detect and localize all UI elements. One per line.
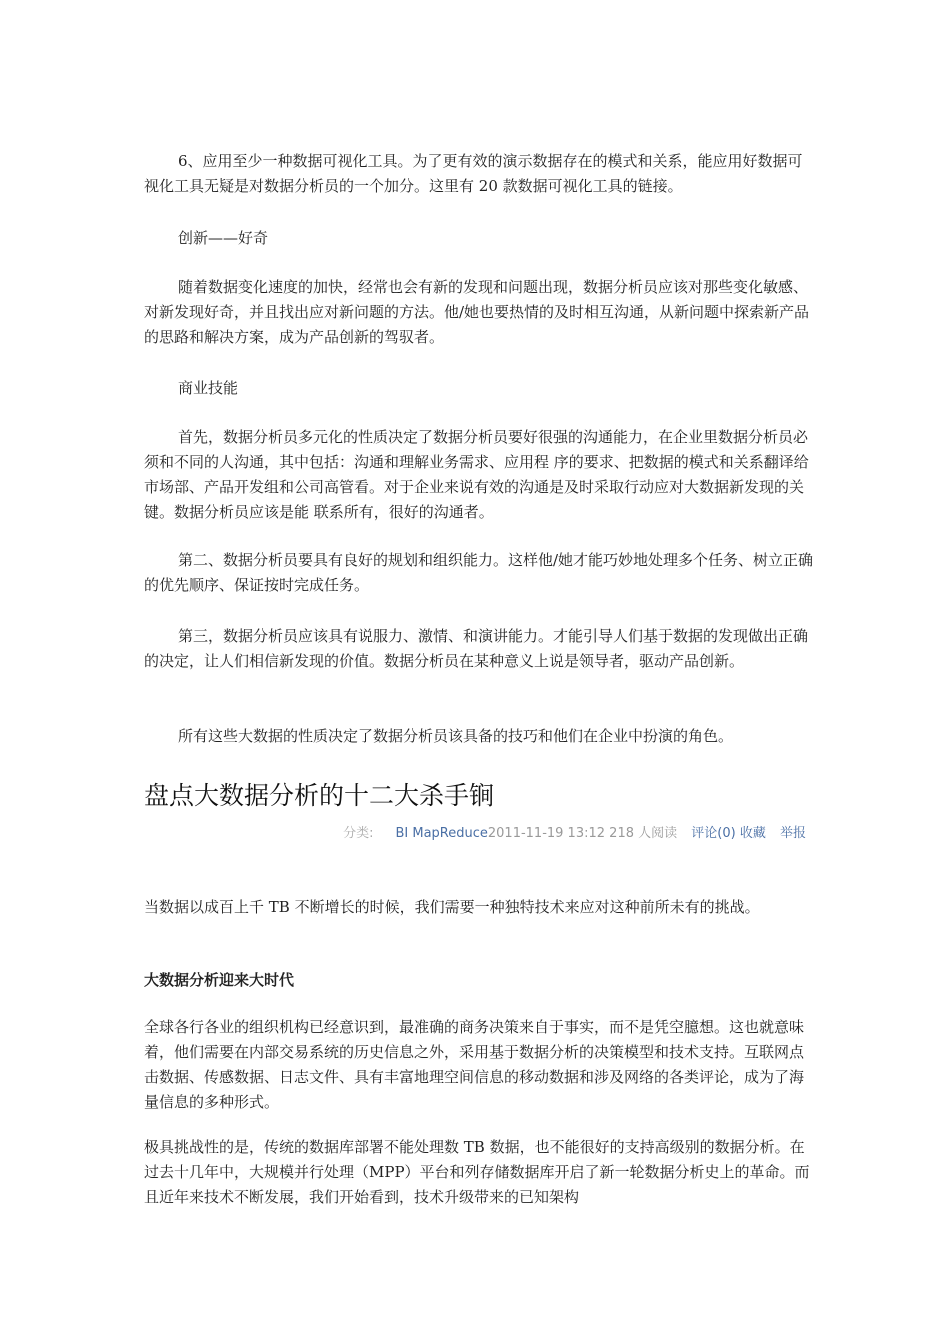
favorite-link[interactable]: 收藏 xyxy=(739,826,766,841)
article-title: 盘点大数据分析的十二大杀手锏 xyxy=(144,781,495,810)
paragraph-innovation: 随着数据变化速度的加快，经常也会有新的发现和问题出现，数据分析员应该对那些变化敏感、对新发现好奇，并且找出应对新问题的方法。他/她也要热情的及时相互沟通，从新问题中探索新产品的思路和解决方案，成为产品创新的驾驭者。 xyxy=(144,278,810,346)
paragraph-communication: 首先，数据分析员多元化的性质决定了数据分析员要好很强的沟通能力，在企业里数据分析员必须和不同的人沟通，其中包括：沟通和理解业务需求、应用程 序的要求、把数据的模式和关系翻译给市场部、产品开发组和公司高管看。对于企业来说有效的沟通是及时采取行动应对大数据新发现的关键。数据分析员应该是能 联系所有，很好的沟通者。 xyxy=(144,428,809,521)
subheading-big-data-era: 大数据分析迎来大时代 xyxy=(144,971,295,989)
paragraph-planning: 第二、数据分析员要具有良好的规划和组织能力。这样他/她才能巧妙地处理多个任务、树立正确的优先顺序、保证按时完成任务。 xyxy=(144,551,814,594)
paragraph-visualization-tools: 6、应用至少一种数据可视化工具。为了更有效的演示数据存在的模式和关系，能应用好数据可视化工具无疑是对数据分析员的一个加分。这里有 20 款数据可视化工具的链接。 xyxy=(144,152,803,195)
paragraph-awareness: 全球各行各业的组织机构已经意识到，最准确的商务决策来自于事实，而不是凭空臆想。这也就意味着，他们需要在内部交易系统的历史信息之外，采用基于数据分析的决策模型和技术支持。互联网点击数据、传感数据、日志文件、具有丰富地理空间信息的移动数据和涉及网络的各类评论，成为了海量信息的多种形式。 xyxy=(144,1018,805,1111)
report-link[interactable]: 举报 xyxy=(779,826,806,841)
category-link[interactable]: BI MapReduce xyxy=(395,826,488,841)
read-count: 218 人阅读 xyxy=(609,826,678,841)
heading-business-skills: 商业技能 xyxy=(178,379,239,397)
heading-innovation: 创新——好奇 xyxy=(178,229,269,247)
paragraph-summary: 所有这些大数据的性质决定了数据分析员该具备的技巧和他们在企业中扮演的角色。 xyxy=(178,727,734,745)
paragraph-persuasion: 第三，数据分析员应该具有说服力、激情、和演讲能力。才能引导人们基于数据的发现做出正确的决定，让人们相信新发现的价值。数据分析员在某种意义上说是领导者，驱动产品创新。 xyxy=(144,627,809,670)
article-meta xyxy=(144,824,806,844)
paragraph-intro: 当数据以成百上千 TB 不断增长的时候，我们需要一种独特技术来应对这种前所未有的挑战。 xyxy=(144,898,760,916)
post-datetime: 2011-11-19 13:12 xyxy=(487,826,606,841)
category-label: 分类: xyxy=(343,826,374,841)
comments-link[interactable]: 评论(0) xyxy=(691,826,736,841)
paragraph-challenge: 极具挑战性的是，传统的数据库部署不能处理数 TB 数据，也不能很好的支持高级别的数据分析。在过去十几年中，大规模并行处理（MPP）平台和列存储数据库开启了新一轮数据分析史上的革命。而且近年来技术不断发展，我们开始看到，技术升级带来的已知架构 xyxy=(144,1138,810,1206)
